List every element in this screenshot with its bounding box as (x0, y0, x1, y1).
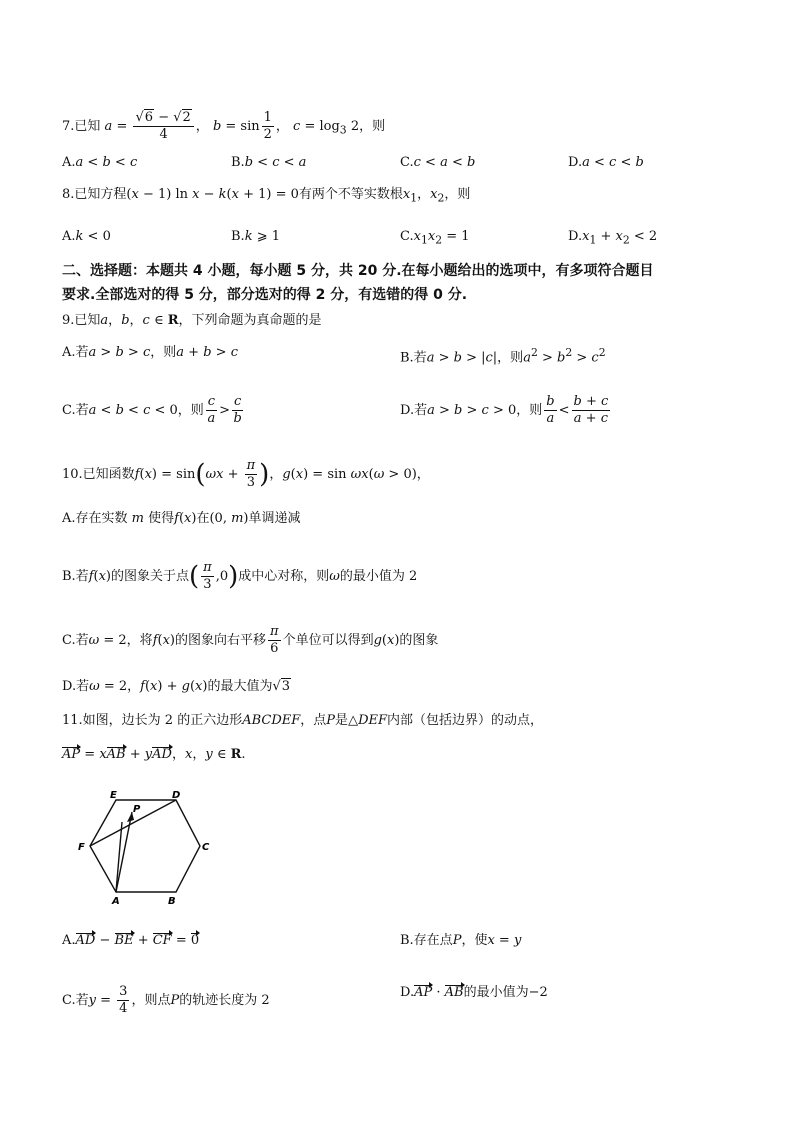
q9-option-b[interactable]: B.若a > b > |c|，则$a^2 > b^2 > c^2$ (400, 346, 606, 366)
q11-option-b[interactable]: B.存在点P，使x = y (400, 933, 522, 948)
q8-option-d[interactable]: $D.x_1 + x_2 < 2$ (568, 229, 658, 247)
q9-option-d[interactable]: D.若a > b > c > 0，则 $\frac{b}{a}$ < $\frac{b + c}{a + c}$ (400, 394, 609, 426)
section2-heading-line1: 二、选择题：本题共 4 小题，每小题 5 分，共 20 分.在每小题给出的选项中，有多项符合题目 (62, 263, 654, 279)
q11-stem-line2: AP = xAB + yAD，x，y ∈ R. (62, 747, 246, 762)
label-P: P (133, 804, 141, 815)
q7-option-d[interactable]: D.a < c < b (568, 155, 644, 170)
q11-stem-line1: 11.如图，边长为 2 的正六边形ABCDEF，点P是△DEF内部（包括边界）的动点， (62, 713, 544, 728)
q7-stem: 7.已知 a = $\frac{√6 - √2}{4}$ ， b = sin $\frac{1}{2}$ ， $c = \log_3 2$，则 (62, 110, 386, 142)
q10-option-c[interactable]: C.若ω = 2，将f(x)的图象向右平移 $\frac{\pi}{6}$ 个单位可以得到g(x)的图象 (62, 624, 439, 656)
label-B: B (168, 896, 176, 906)
q8-option-c[interactable]: $C.x_1x_2 = 1$ (400, 229, 470, 247)
label-D: D (172, 790, 181, 801)
label-E: E (110, 790, 117, 801)
q8-stem: 8.已知方程(x − 1) ln x − k(x + 1) = 0有两个不等实数根$x_1$，$x_2$，则 (62, 187, 471, 205)
label-A: A (112, 896, 120, 906)
q9-option-a[interactable]: A.若a > b > c，则a + b > c (62, 345, 238, 360)
label-C: C (202, 842, 210, 853)
q11-option-a[interactable]: A.AD − BE + CF = 0 (62, 933, 200, 948)
q8-option-a[interactable]: A.k < 0 (62, 229, 111, 244)
q8-option-b[interactable]: B.k ⩾ 1 (231, 229, 281, 244)
q7-option-b[interactable]: B.b < c < a (231, 155, 307, 170)
q7-option-a[interactable]: A.a < b < c (62, 155, 138, 170)
q11-option-d[interactable]: D.AP · AB的最小值为−2 (400, 985, 548, 1000)
hexagon-figure (72, 786, 222, 906)
label-F: F (78, 842, 85, 853)
q7-a-fraction: $\frac{√6 - √2}{4}$ (133, 110, 193, 143)
q10-option-b[interactable]: B.若f(x)的图象关于点( $\frac{\pi}{3}$ ,0)成中心对称，则ω的最小值为 2 (62, 560, 418, 592)
section2-heading-line2: 要求.全部选对的得 5 分，部分选对的得 2 分，有选错的得 0 分. (62, 287, 468, 303)
q9-option-c[interactable]: C.若a < b < c < 0，则 $\frac{c}{a}$ > $\frac{c}{b}$ (62, 394, 242, 426)
q10-stem: 10.已知函数f(x) = sin(ωx + $\frac{\pi}{3}$ )，g(x) = sin ωx(ω > 0)， (62, 458, 430, 490)
q10-option-d[interactable]: D.若ω = 2，f(x) + g(x)的最大值为√3 (62, 679, 291, 694)
q11-option-c[interactable]: C.若y = $\frac{3}{4}$ ，则点P的轨迹长度为 2 (62, 984, 270, 1016)
q10-option-a[interactable]: A.存在实数 m 使得f(x)在(0, m)单调递减 (62, 511, 301, 526)
q9-stem: 9.已知a，b，c ∈ R，下列命题为真命题的是 (62, 313, 322, 328)
q7-option-c[interactable]: C.c < a < b (400, 155, 476, 170)
